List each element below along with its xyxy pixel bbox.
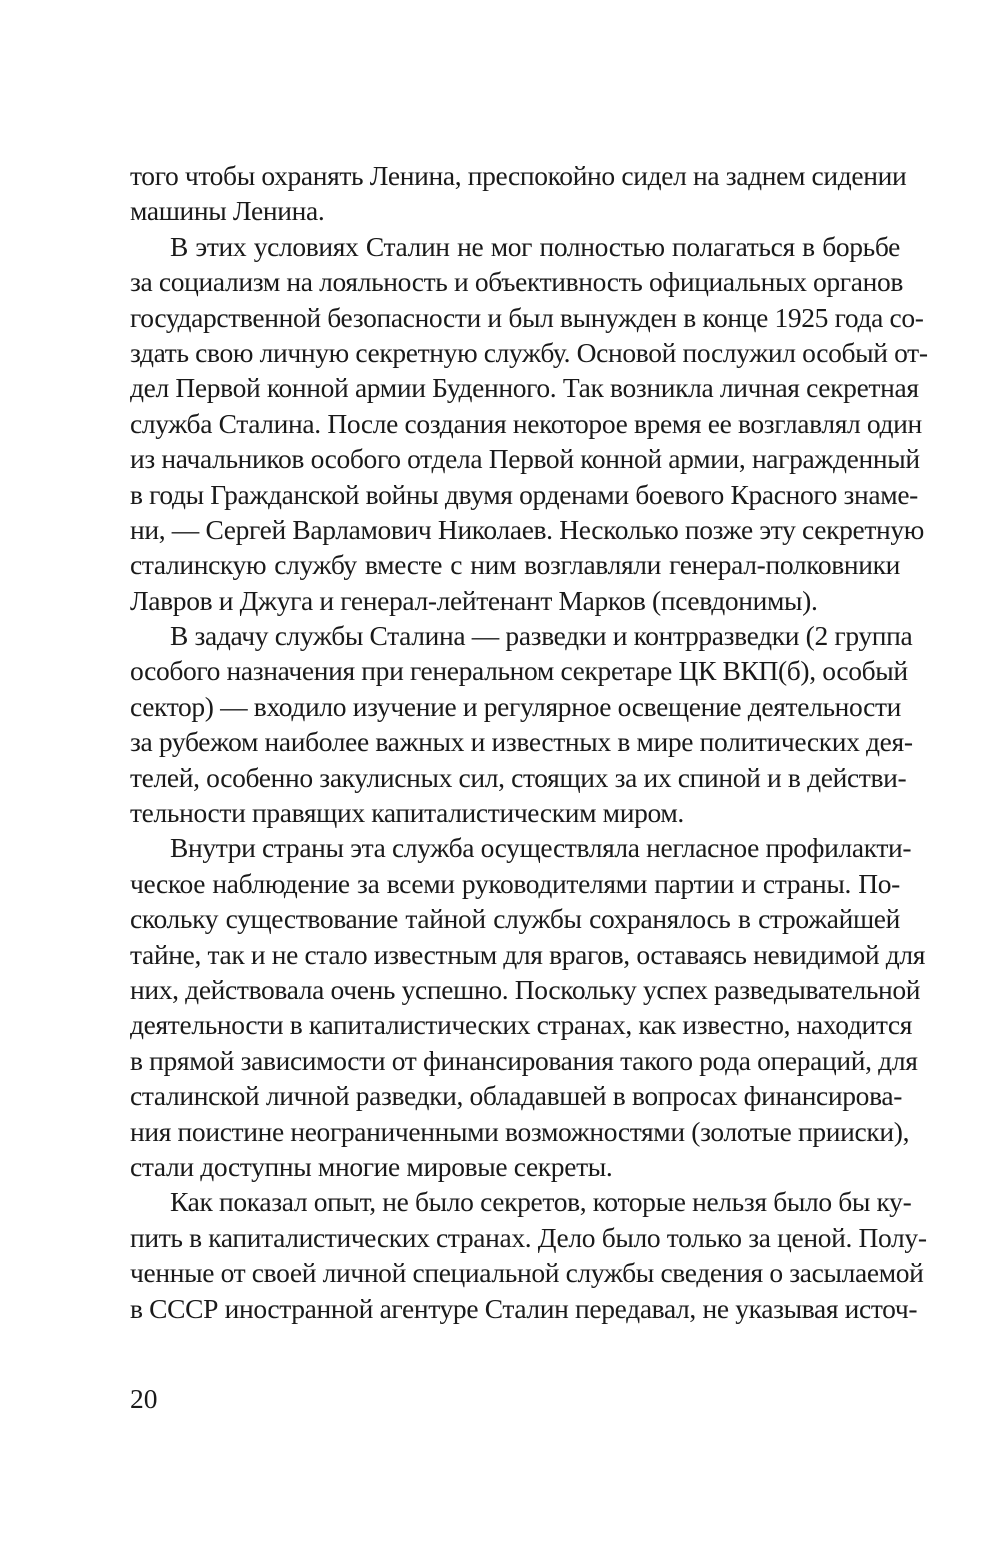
text-line: из начальников особого отдела Первой конной армии, награжденный: [130, 443, 920, 475]
text-line: сталинскую службу вместе с ним возглавляли генерал-полковники: [130, 549, 900, 581]
text-line: здать свою личную секретную службу. Основой послужил особый от-: [130, 336, 928, 368]
text-line: в годы Гражданской войны двумя орденами боевого Красного знаме-: [130, 478, 918, 510]
text-line: сталинской личной разведки, обладавшей в вопросах финансирова-: [130, 1080, 903, 1112]
text-line: ния поистине неограниченными возможностями (золотые прииски),: [130, 1115, 910, 1147]
paragraph-first-line: В этих условиях Сталин не мог полностью полагаться в борьбе: [170, 230, 900, 262]
text-line: за социализм на лояльность и объективность официальных органов: [130, 266, 903, 298]
text-line: тельности правящих капиталистическим миром.: [130, 797, 684, 829]
text-line: дел Первой конной армии Буденного. Так возникла личная секретная: [130, 372, 919, 404]
text-line: за рубежом наиболее важных и известных в мире политических дея-: [130, 726, 913, 758]
text-line: стали доступны многие мировые секреты.: [130, 1150, 613, 1182]
text-line: пить в капиталистических странах. Дело было только за ценой. Полу-: [130, 1221, 927, 1253]
text-line: сектор) — входило изучение и регулярное освещение деятельности: [130, 690, 901, 722]
body-text: [130, 158, 928, 1326]
text-line: государственной безопасности и был вынужден в конце 1925 года со-: [130, 301, 924, 333]
text-line: ни, — Сергей Варламович Николаев. Несколько позже эту секретную: [130, 513, 924, 545]
text-line: тайне, так и не стало известным для врагов, оставаясь невидимой для: [130, 938, 926, 970]
paragraph-first-line: В задачу службы Сталина — разведки и контрразведки (2 группа: [170, 620, 913, 652]
text-line: телей, особенно закулисных сил, стоящих за их спиной и в действи-: [130, 761, 907, 793]
text-line: Лавров и Джуга и генерал-лейтенант Марков (псевдонимы).: [130, 584, 818, 616]
text-line: деятельности в капиталистических странах, как известно, находится: [130, 1009, 913, 1041]
page-number: 20: [130, 1383, 158, 1414]
text-line: машины Ленина.: [130, 195, 325, 227]
text-line: служба Сталина. После создания некоторое время ее возглавлял один: [130, 407, 922, 439]
text-line: особого назначения при генеральном секретаре ЦК ВКП(б), особый: [130, 655, 908, 687]
text-line: ческое наблюдение за всеми руководителями партии и страны. По-: [130, 867, 900, 899]
text-line: них, действовала очень успешно. Поскольку успех разведывательной: [130, 973, 921, 1005]
text-line: в прямой зависимости от финансирования такого рода операций, для: [130, 1044, 918, 1076]
text-line: скольку существование тайной службы сохранялось в строжайшей: [130, 903, 900, 935]
paragraph-first-line: Внутри страны эта служба осуществляла негласное профилакти-: [170, 832, 912, 864]
paragraph-first-line: Как показал опыт, не было секретов, которые нельзя было бы ку-: [170, 1186, 912, 1218]
text-line: того чтобы охранять Ленина, преспокойно сидел на заднем сидении: [130, 160, 907, 191]
text-line: в СССР иностранной агентуре Сталин передавал, не указывая источ-: [130, 1292, 918, 1324]
text-line: ченные от своей личной специальной службы сведения о засылаемой: [130, 1257, 924, 1289]
